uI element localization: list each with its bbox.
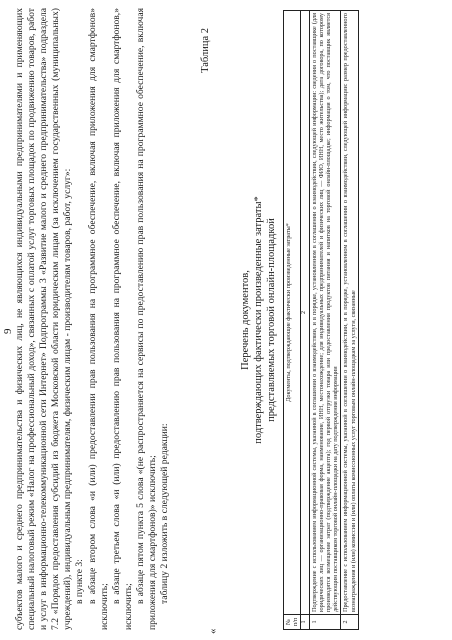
opening-quote: « bbox=[207, 628, 219, 634]
column-number: 1 bbox=[301, 615, 309, 630]
row-number: 2 bbox=[341, 615, 358, 630]
paragraph-item: в абзаце пятом пункта 5 слова «(не распространяется на сервисы по предоставлению прав пользования на программное обеспечение, включая приложения для смартфонов)» исключить; bbox=[134, 8, 159, 630]
header-number: № п/п bbox=[284, 615, 301, 630]
table-title-line-2: подтверждающих фактически произведенные затраты* bbox=[253, 196, 264, 444]
paragraph-intro: субъектов малого и среднего предпринимательства и физических лиц, не являющихся индивидуальными предпринимателями и применяющих специальный налоговый режим «Налог на профессиональный доход», связанных с оплатой услуг торговых площадок по продвижению товаров, работ и услуг в информационно-телекоммуникационной сети Интернет» Подпрограммы 3 «Развитие малого и среднего предпринимательства» подраздела 7.2 «Порядок предоставления субсидий из бюджета Московской области юридическим лицам (за исключением государственных (муниципальных) учреждений), индивидуальным предпринимателям, физическим лицам - производителям товаров, работ, услуг»: bbox=[14, 8, 74, 630]
row-text: Подтверждение с использованием информационной системы, указанной в соглашении о взаимодействии, и в порядке, установленном в соглашении о взаимодействии, следующей информации: сведения о поставщике (для юридических лиц — организационно-правовая форма, наименование, ИНН, местонахождение; для индивидуальных предпринимателей и физических лиц — ФИО, ИНН, место жительства); дата договора, по которому производятся возмещение затрат (подтверждение акцепта); год первой отгрузки товара или предоставления продуктов питания и напитков на торговой онлайн-площадке; информация о том, что поставщик является действующим поставщиком торговой онлайн-площадки на дату подтверждения информации bbox=[309, 11, 341, 615]
table-label: Таблица 2 bbox=[200, 28, 211, 73]
column-number-row bbox=[301, 11, 309, 630]
paragraph-item: в пункте 3: bbox=[74, 559, 86, 604]
body-text bbox=[14, 8, 171, 630]
paragraph-item: в абзаце втором слова «и (или) предоставлении прав пользования на программное обеспечение, включая приложения для смартфонов» исключить; bbox=[86, 8, 110, 630]
row-number: 1 bbox=[309, 615, 341, 630]
documents-table bbox=[283, 10, 359, 630]
table-header-row bbox=[284, 11, 301, 630]
header-documents: Документы, подтверждающие фактически произведенные затраты* bbox=[284, 11, 301, 615]
page-number: 9 bbox=[2, 328, 14, 334]
paragraph-item: в абзаце третьем слова «и (или) предоставлению прав пользования на программное обеспечение, включая приложения для смартфонов,» исключить; bbox=[110, 8, 134, 630]
table-title-line-1: Перечень документов, bbox=[240, 270, 251, 370]
column-number: 2 bbox=[301, 11, 309, 615]
paragraph-item: таблицу 2 изложить в следующей редакции: bbox=[159, 423, 171, 604]
table-row bbox=[309, 11, 341, 630]
row-text: Предоставление с использованием информационной системы, указанной в соглашении о взаимодействии, и в порядке, установленном в соглашении о взаимодействии, следующей информации: размер предоставленного вознаграждения и (или) комиссии и (или) оплаты комиссионных услуг торговым онлайн-площадкам за услуги, связанные bbox=[341, 11, 358, 615]
table-title-line-3: представляемых торговой онлайн-площадкой bbox=[266, 218, 277, 422]
table-row bbox=[341, 11, 358, 630]
